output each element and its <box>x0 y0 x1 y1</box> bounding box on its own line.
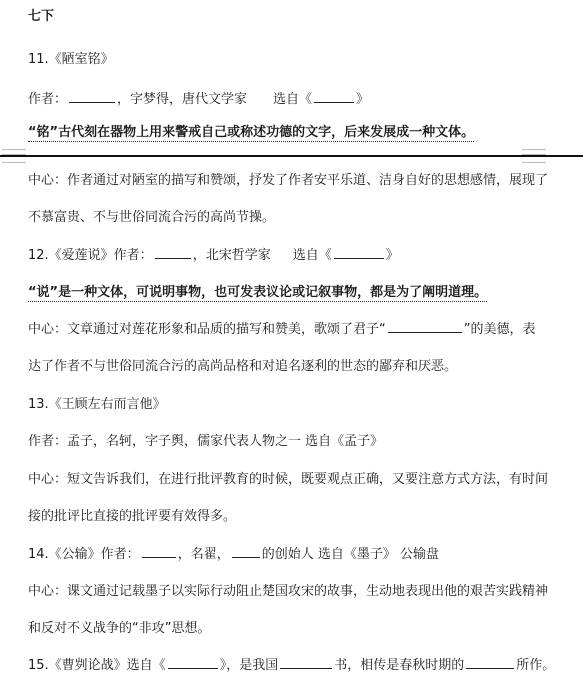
source-label: 选自《 <box>273 92 313 107</box>
section-11-note <box>28 124 474 142</box>
virtue-blank[interactable] <box>388 320 462 333</box>
center-text-b: ”的美德，表 <box>463 322 536 337</box>
title-prefix: 14.《公输》作者： <box>28 547 140 562</box>
title-prefix: 12.《爱莲说》作者： <box>28 248 153 263</box>
author-desc: ，北宋哲学家 <box>192 248 271 263</box>
section-14-center-1: 中心：课文通过记载墨子以实际行动阻止楚国攻宋的故事，生动地表现出他的艰苦实践精神 <box>28 584 549 599</box>
section-13-center-2: 接的批评比直接的批评要有效得多。 <box>28 509 237 524</box>
section-12-note <box>28 284 487 302</box>
section-11-center-2: 不慕富贵、不与世俗同流合污的高尚节操。 <box>28 210 276 225</box>
source-desc: 的创始人 选自《墨子》 公输盘 <box>261 547 439 562</box>
section-11-title: 11.《陋室铭》 <box>28 52 114 67</box>
page-heading: 七下 <box>28 9 55 24</box>
source-close: 》 <box>356 92 370 107</box>
author-blank[interactable] <box>69 90 115 103</box>
page-divider <box>0 155 583 157</box>
note-text: “铭”古代刻在器物上用来警戒自己或称述功德的文字，后来发展成一种文体。 <box>28 125 475 140</box>
author-blank[interactable] <box>155 246 191 259</box>
book-type-blank[interactable] <box>280 656 332 669</box>
author-label: 作者： <box>28 92 68 107</box>
name-desc: ，名翟， <box>177 547 230 562</box>
source-blank[interactable] <box>168 656 218 669</box>
section-12-title-line <box>28 246 399 265</box>
section-13-author: 作者：孟子，名轲，字子舆，儒家代表人物之一 选自《孟子》 <box>28 434 384 449</box>
page-break-marker-right <box>522 149 546 163</box>
section-13-title: 13.《王顾左右而言他》 <box>28 397 166 412</box>
mid-text-1: 》，是我国 <box>219 658 279 673</box>
note-text: “说”是一种文体，可说明事物，也可发表议论或记叙事物，都是为了阐明道理。 <box>28 285 488 300</box>
author-blank[interactable] <box>142 545 176 558</box>
section-14-center-2: 和反对不义战争的“非攻”思想。 <box>28 621 211 636</box>
suffix-text: 所作。 <box>516 658 556 673</box>
author-blank[interactable] <box>466 656 514 669</box>
author-desc: ，字梦得，唐代文学家 <box>117 92 248 107</box>
section-12-center-2: 达了作者不与世俗同流合污的高尚品格和对追名逐利的世态的鄙弃和厌恶。 <box>28 359 458 374</box>
section-11-author-line <box>28 90 369 109</box>
section-12-center-1 <box>28 320 536 339</box>
section-14-title-line <box>28 545 439 564</box>
center-text-a: 中心：文章通过对莲花形象和品质的描写和赞美，歌颂了君子“ <box>28 322 386 337</box>
section-11-center-1: 中心：作者通过对陋室的描写和赞颂，抒发了作者安平乐道、洁身自好的思想感情，展现了 <box>28 173 549 188</box>
title-prefix: 15.《曹刿论战》选自《 <box>28 658 166 673</box>
source-blank[interactable] <box>314 90 354 103</box>
mid-text-2: 书，相传是春秋时期的 <box>334 658 465 673</box>
source-close: 》 <box>385 248 399 263</box>
source-label: 选自《 <box>292 248 332 263</box>
section-13-center-1: 中心：短文告诉我们，在进行批评教育的时候，既要观点正确，又要注意方式方法，有时间 <box>28 472 549 487</box>
section-15-line <box>28 656 555 675</box>
school-blank[interactable] <box>232 545 260 558</box>
source-blank[interactable] <box>334 246 384 259</box>
